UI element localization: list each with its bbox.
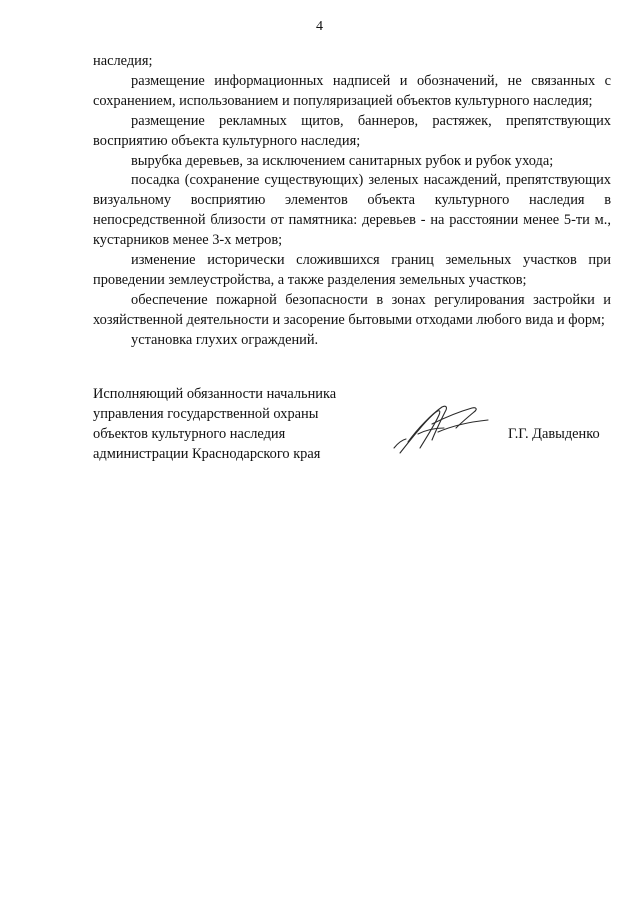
paragraph: наследия; bbox=[93, 53, 153, 69]
paragraph: изменение исторически сложившихся границ земельных участков при проведении землеустройства, а также разделения земельных участков; bbox=[93, 252, 611, 288]
paragraph: размещение информационных надписей и обозначений, не связанных с сохранением, использованием и популяризацией объектов культурного наследия; bbox=[93, 72, 611, 109]
page-number: 4 bbox=[316, 19, 323, 34]
paragraph: размещение рекламных щитов, баннеров, растяжек, препятствующих восприятию объекта культурного наследия; bbox=[93, 112, 611, 149]
paragraph: обеспечение пожарной безопасности в зонах регулирования застройки и хозяйственной деятельности и засорение бытовыми отходами любого вида и форм; bbox=[93, 291, 611, 328]
signer-position-line: Исполняющий обязанности начальника bbox=[93, 386, 337, 402]
signer-position-line: объектов культурного наследия bbox=[93, 425, 286, 442]
signer-name: Г.Г. Давыденко bbox=[508, 426, 600, 442]
signer-position-line: администрации Краснодарского края bbox=[93, 445, 321, 462]
signer-position-line: управления государственной охраны bbox=[93, 405, 319, 422]
paragraph: установка глухих ограждений. bbox=[131, 331, 319, 348]
body-text bbox=[93, 52, 611, 351]
paragraph: посадка (сохранение существующих) зеленых насаждений, препятствующих визуальному восприятию элементов объекта культурного наследия в непосредственной близости от памятника: деревьев - на расстоянии менее 5-ти м., кустарников менее 3-х метров; bbox=[93, 172, 611, 249]
handwritten-signature bbox=[392, 398, 490, 456]
signature-block-title bbox=[93, 385, 336, 465]
paragraph: вырубка деревьев, за исключением санитарных рубок и рубок ухода; bbox=[131, 152, 554, 169]
